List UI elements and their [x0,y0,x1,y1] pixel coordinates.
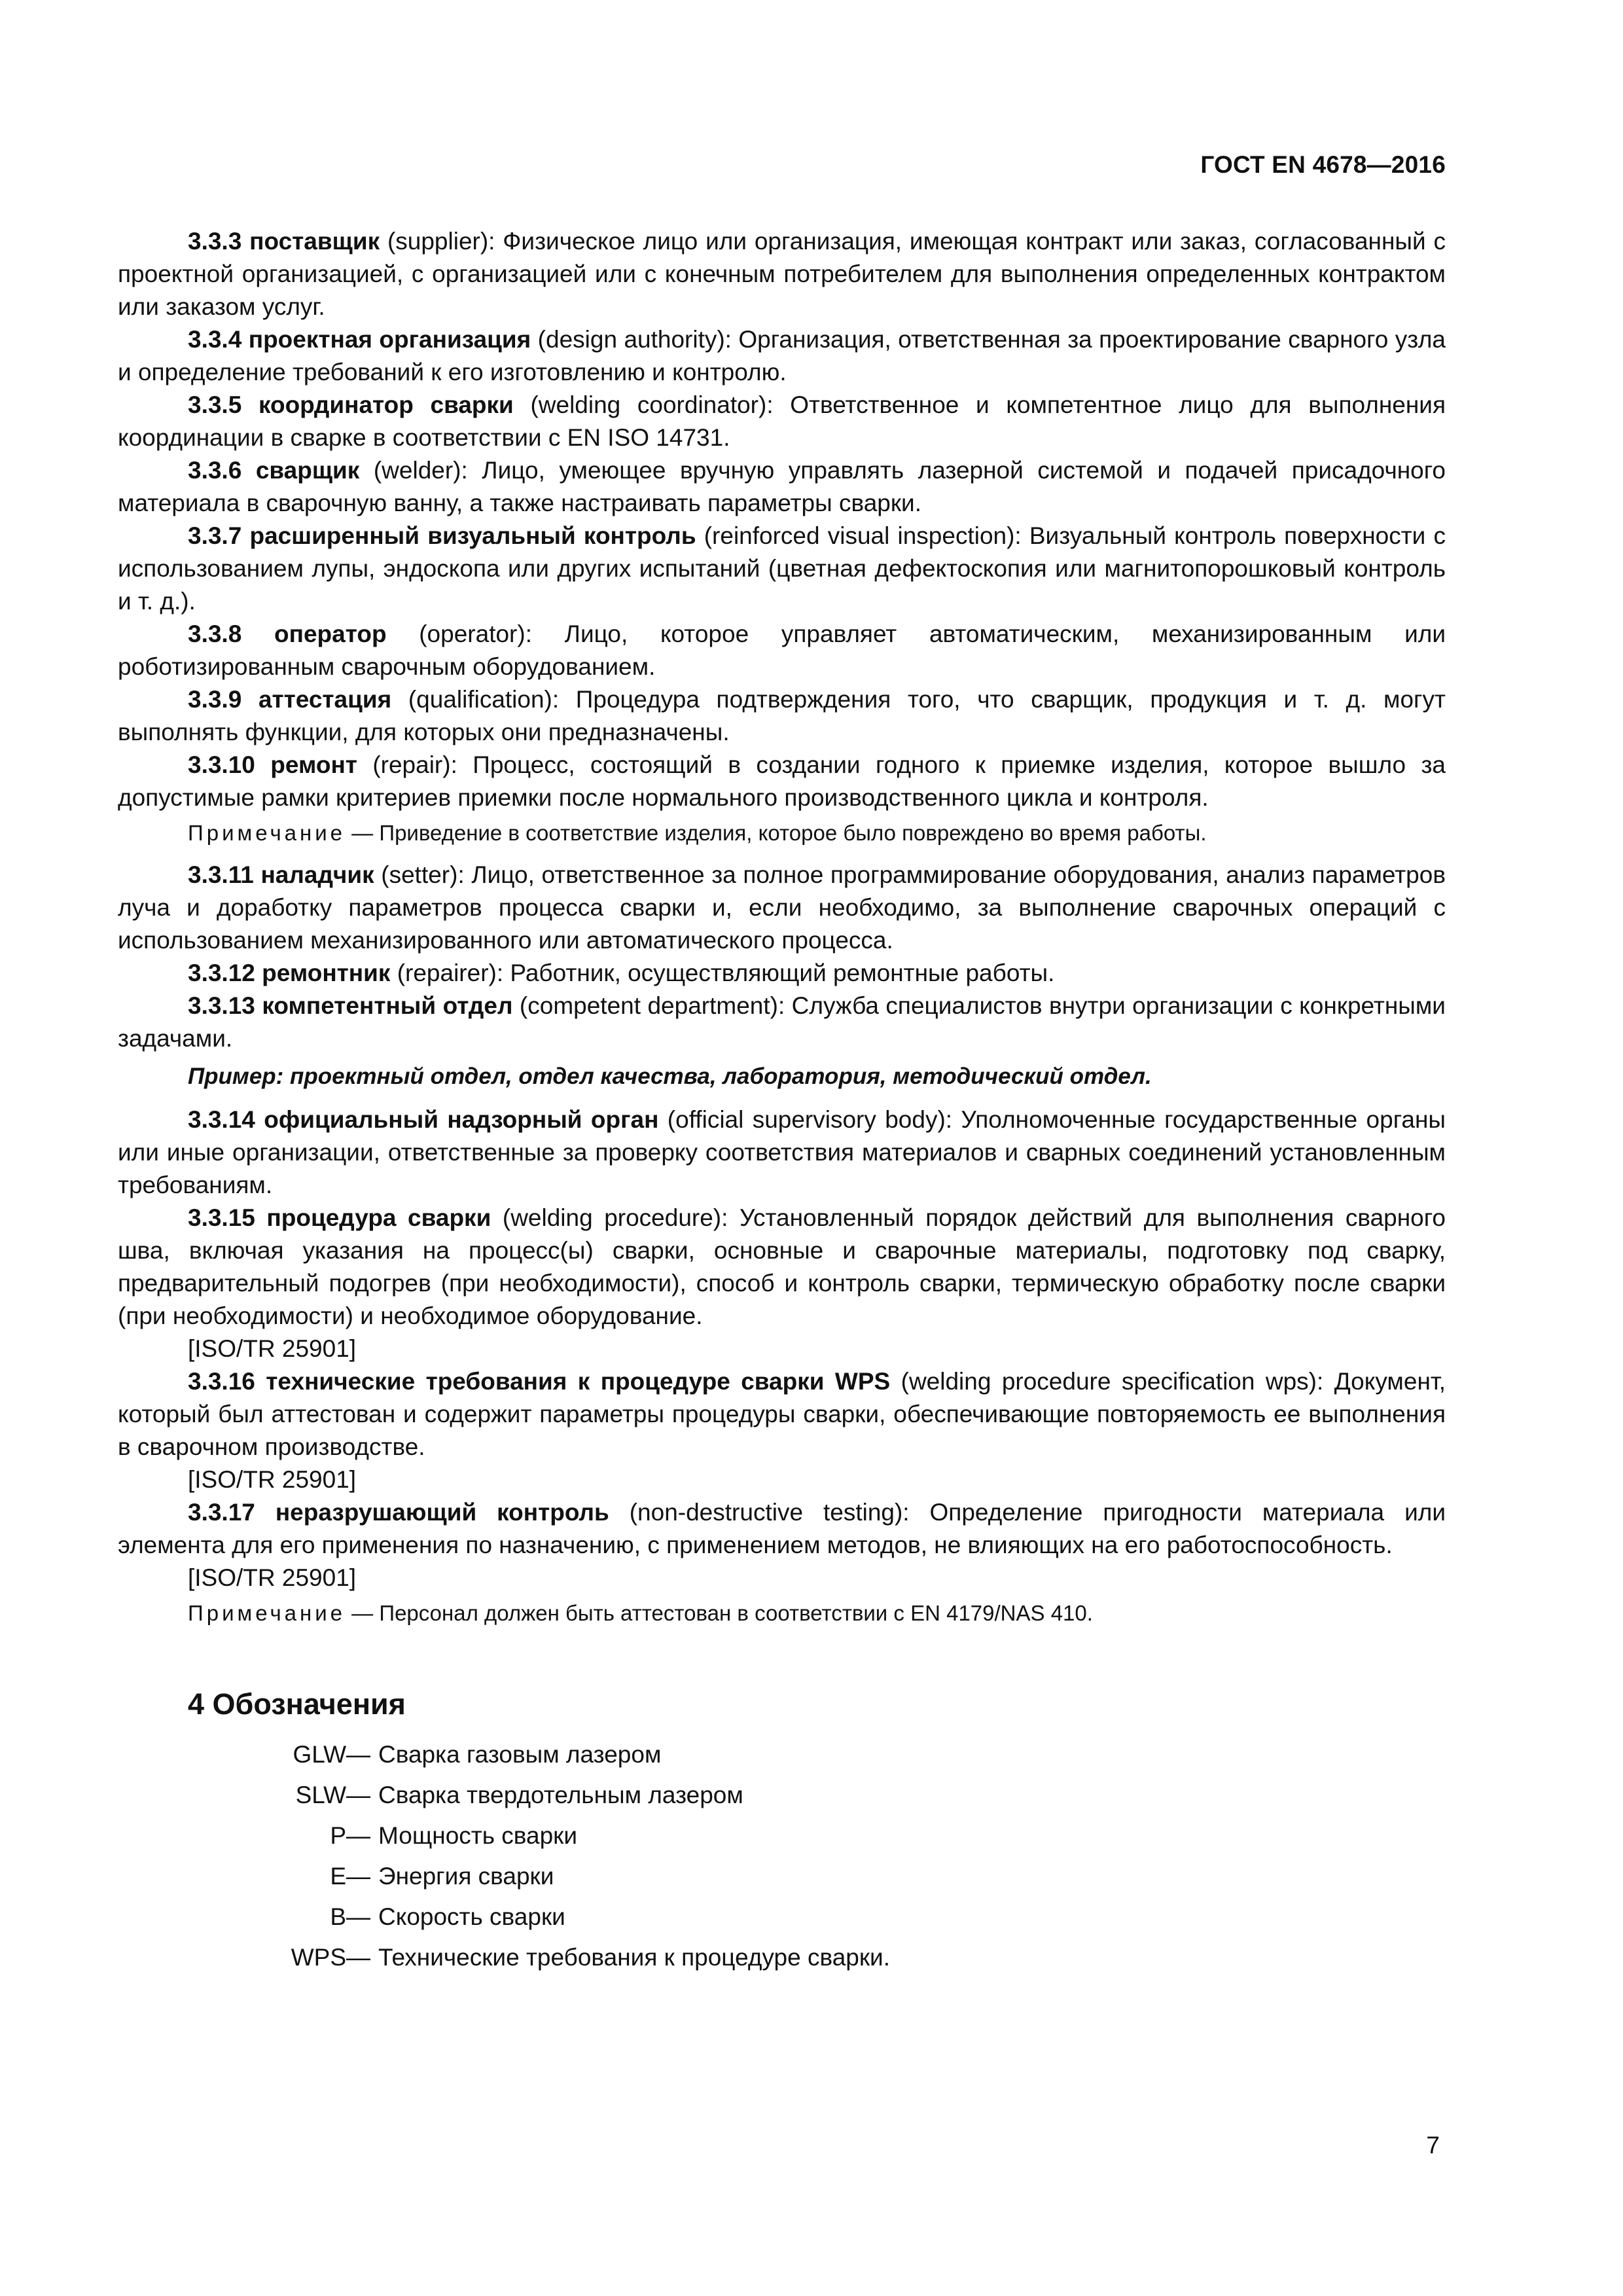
term-3-3-13 [118,990,1446,1055]
term-title: 3.3.9 аттестация [188,686,392,713]
term-definition: (official supervisory body): Уполномоченные государственные органы или иные организации, ответственные за проверку соответствия материалов и сварных соединений установленным требованиям. [118,1106,1446,1198]
term-definition: (non-destructive testing): Определение пригодности материала или элемента для его применения по назначению, с применением методов, не влияющих на его работоспособность. [118,1499,1446,1558]
symbol-dash: — [346,1822,370,1849]
note-ndt [118,1598,1446,1628]
term-definition: (welding coordinator): Ответственное и компетентное лицо для выполнения координации в сварке в соответствии с EN ISO 14731. [118,391,1446,451]
term-title: 3.3.5 координатор сварки [188,391,514,418]
symbol-dash: — [346,1944,370,1971]
symbol-abbr: B [330,1903,346,1930]
reference: [ISO/TR 25901] [188,1564,357,1591]
symbol-definition: Энергия сварки [378,1863,554,1890]
note-text: — Приведение в соответствие изделия, которое было повреждено во время работы. [346,821,1207,845]
term-3-3-7 [118,520,1446,618]
term-definition: (supplier): Физическое лицо или организация, имеющая контракт или заказ, согласованный с проектной организацией, с организацией или с конечным потребителем для выполнения определенных контрактом или заказом услуг. [118,228,1446,320]
symbol-abbr: GLW [293,1741,346,1768]
term-definition: (operator): Лицо, которое управляет автоматическим, механизированным или роботизированным сварочным оборудованием. [118,620,1446,680]
symbol-definition: Сварка газовым лазером [378,1741,662,1768]
term-3-3-11 [118,859,1446,957]
document-header: ГОСТ EN 4678—2016 [1200,151,1446,178]
term-definition: (welder): Лицо, умеющее вручную управлять лазерной системой и подачей присадочного материала в сварочную ванну, а также настраивать параметры сварки. [118,457,1446,516]
symbol-dash: — [346,1741,370,1768]
page-content [118,225,1446,1982]
symbol-dash: — [346,1903,370,1930]
term-definition: (repair): Процесс, состоящий в создании годного к приемке изделия, которое вышло за допустимые рамки критериев приемки после нормального производственного цикла и контроля. [118,751,1446,811]
term-3-3-16 [118,1365,1446,1463]
term-definition: (setter): Лицо, ответственное за полное программирование оборудования, анализ параметров луча и доработку параметров процесса сварки и, если необходимо, за выполнение сварочных операций с использованием механизированного или автоматического процесса. [118,861,1446,954]
term-title: 3.3.16 технические требования к процедуре сварки WPS [188,1368,891,1395]
symbol-definition: Скорость сварки [378,1903,565,1930]
term-title: 3.3.14 официальный надзорный орган [188,1106,659,1133]
term-3-3-17 [118,1496,1446,1562]
term-definition: (competent department): Служба специалистов внутри организации с конкретными задачами. [118,992,1446,1052]
term-definition: (repairer): Работник, осуществляющий ремонтные работы. [390,960,1055,986]
symbol-row [118,1779,1446,1820]
term-title: 3.3.11 наладчик [188,861,374,888]
symbol-row [118,1941,1446,1982]
note-label: Примечание [188,1601,346,1625]
symbol-row [118,1820,1446,1860]
reference: [ISO/TR 25901] [188,1335,357,1362]
symbol-abbr: WPS [291,1944,346,1971]
term-3-3-9 [118,683,1446,749]
term-3-3-15 [118,1202,1446,1333]
term-title: 3.3.15 процедура сварки [188,1204,491,1231]
term-3-3-8 [118,618,1446,683]
term-3-3-3 [118,225,1446,323]
symbol-abbr: SLW [295,1782,346,1808]
term-title: 3.3.12 ремонтник [188,960,391,986]
term-3-3-12 [118,957,1446,990]
note-text: — Персонал должен быть аттестован в соответствии с EN 4179/NAS 410. [346,1601,1093,1625]
term-definition: (welding procedure specification wps): Документ, который был аттестован и содержит параметры процедуры сварки, обеспечивающие повторяемость ее выполнения в сварочном производстве. [118,1368,1446,1460]
section-title: 4 Обозначения [188,1687,406,1721]
symbol-row [118,1860,1446,1901]
term-title: 3.3.13 компетентный отдел [188,992,513,1019]
reference: [ISO/TR 25901] [188,1466,357,1493]
symbol-row [118,1901,1446,1941]
term-3-3-5 [118,389,1446,454]
term-definition: (design authority): Организация, ответственная за проектирование сварного узла и определение требований к его изготовлению и контролю. [118,326,1446,386]
term-definition: (welding procedure): Установленный порядок действий для выполнения сварного шва, включая указания на процесс(ы) сварки, основные и сварочные материалы, подготовку под сварку, предварительный подогрев (при необходимости), способ и контроль сварки, термическую обработку после сварки (при необходимости) и необходимое оборудование. [118,1204,1446,1329]
term-title: 3.3.4 проектная организация [188,326,531,353]
term-3-3-6 [118,454,1446,520]
term-title: 3.3.6 сварщик [188,457,360,484]
term-definition: (reinforced visual inspection): Визуальный контроль поверхности с использованием лупы, эндоскопа или других испытаний (цветная дефектоскопия или магнитопорошковый контроль и т. д.). [118,522,1446,615]
term-3-3-10 [118,749,1446,814]
symbol-definition: Мощность сварки [378,1822,578,1849]
symbol-abbr: P [330,1822,346,1849]
term-3-3-4 [118,323,1446,389]
term-title: 3.3.17 неразрушающий контроль [188,1499,609,1526]
page-number: 7 [1426,2132,1440,2159]
example-text: Пример: проектный отдел, отдел качества, лаборатория, методический отдел. [188,1064,1152,1089]
term-3-3-14 [118,1103,1446,1202]
term-title: 3.3.10 ремонт [188,751,357,778]
symbol-abbr: E [330,1863,346,1890]
symbol-definition: Технические требования к процедуре сварки. [378,1944,890,1971]
symbol-dash: — [346,1782,370,1808]
note-repair [118,818,1446,848]
term-definition: (qualification): Процедура подтверждения того, что сварщик, продукция и т. д. могут выполнять функции, для которых они предназначены. [118,686,1446,745]
symbol-row [118,1738,1446,1779]
term-title: 3.3.8 оператор [188,620,387,647]
term-title: 3.3.7 расширенный визуальный контроль [188,522,696,549]
note-label: Примечание [188,821,346,845]
symbol-definition: Сварка твердотельным лазером [378,1782,743,1808]
symbol-dash: — [346,1863,370,1890]
term-title: 3.3.3 поставщик [188,228,380,255]
